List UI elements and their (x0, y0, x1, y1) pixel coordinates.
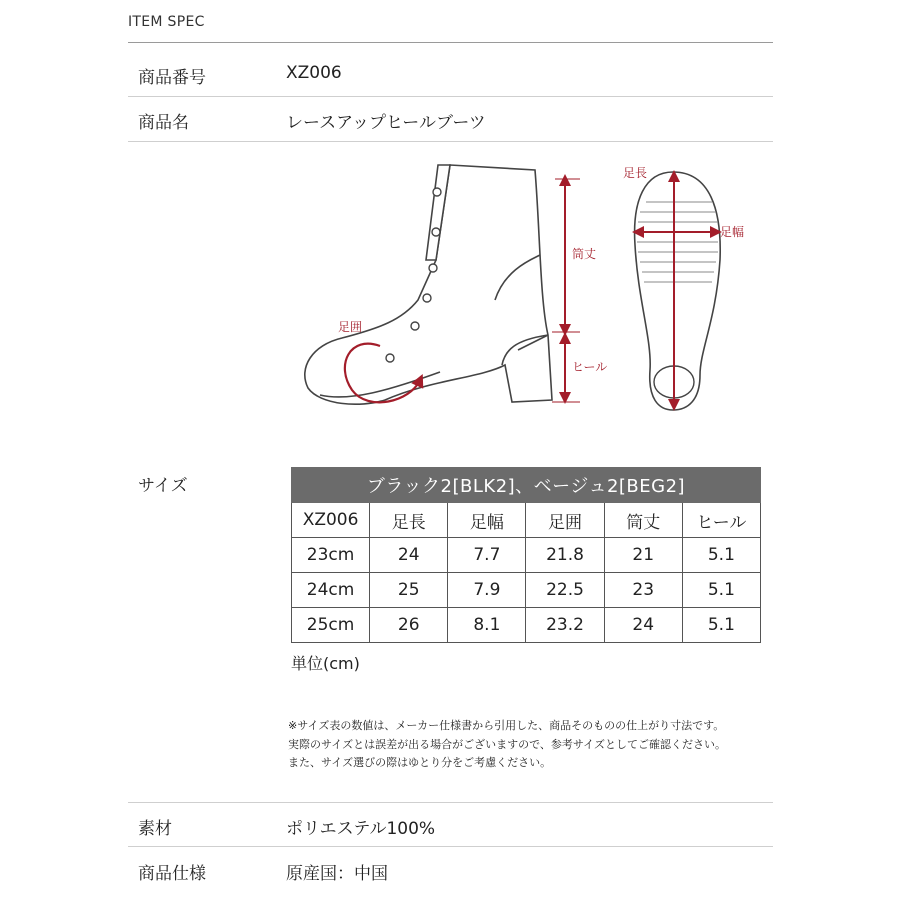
table-cell: 7.9 (448, 573, 526, 608)
table-cell: 5.1 (682, 573, 760, 608)
divider (128, 802, 773, 803)
table-cell: 8.1 (448, 608, 526, 643)
column-header: 足長 (370, 503, 448, 538)
table-cell: 24 (604, 608, 682, 643)
size-table (291, 467, 761, 643)
column-header: ヒール (682, 503, 760, 538)
table-cell: 24cm (292, 573, 370, 608)
table-cell: 23.2 (526, 608, 604, 643)
table-cell: 26 (370, 608, 448, 643)
boot-side-icon (305, 165, 552, 404)
boot-measurement-diagram (290, 150, 760, 420)
foot-width-label: 足幅 (720, 225, 745, 239)
spec-label: 商品仕様 (138, 864, 206, 884)
section-title: ITEM SPEC (128, 14, 205, 30)
divider (128, 846, 773, 847)
table-row (292, 608, 761, 643)
column-header: 足幅 (448, 503, 526, 538)
note-line: 実際のサイズとは誤差が出る場合がございますので、参考サイズとしてご確認ください。 (288, 737, 727, 751)
shaft-height-label: 筒丈 (572, 247, 597, 261)
column-header: 足囲 (526, 503, 604, 538)
note-line: ※サイズ表の数値は、メーカー仕様書から引用した、商品そのものの仕上がり寸法です。 (288, 719, 725, 732)
product-name-label: 商品名 (138, 113, 189, 133)
unit-label: 単位(cm) (291, 654, 360, 673)
table-cell: 22.5 (526, 573, 604, 608)
table-cell: 21.8 (526, 538, 604, 573)
material-label: 素材 (138, 819, 172, 839)
table-cell: 25 (370, 573, 448, 608)
table-cell: 25cm (292, 608, 370, 643)
table-row (292, 538, 761, 573)
column-header: XZ006 (292, 503, 370, 538)
table-cell: 23cm (292, 538, 370, 573)
table-cell: 24 (370, 538, 448, 573)
table-cell: 23 (604, 573, 682, 608)
foot-length-label: 足長 (623, 166, 648, 180)
heel-label: ヒール (572, 360, 608, 374)
divider (128, 96, 773, 97)
column-header: 筒丈 (604, 503, 682, 538)
table-header-row (292, 503, 761, 538)
spec-value: 原産国：中国 (286, 864, 388, 884)
foot-circumference-label: 足囲 (338, 320, 363, 334)
table-cell: 21 (604, 538, 682, 573)
product-number-value: XZ006 (286, 63, 342, 83)
divider (128, 42, 773, 43)
table-row (292, 573, 761, 608)
divider (128, 141, 773, 142)
product-name-value: レースアップヒールブーツ (286, 113, 486, 133)
product-number-label: 商品番号 (138, 68, 206, 88)
table-cell: 5.1 (682, 608, 760, 643)
table-title-row (292, 468, 761, 503)
table-cell: 5.1 (682, 538, 760, 573)
size-notes (288, 717, 726, 773)
table-title: ブラック2[BLK2]、ベージュ2[BEG2] (292, 468, 761, 503)
note-line: また、サイズ選びの際はゆとり分をご考慮ください。 (288, 756, 552, 769)
material-value: ポリエステル100% (286, 819, 436, 839)
table-cell: 7.7 (448, 538, 526, 573)
size-label: サイズ (138, 476, 188, 496)
